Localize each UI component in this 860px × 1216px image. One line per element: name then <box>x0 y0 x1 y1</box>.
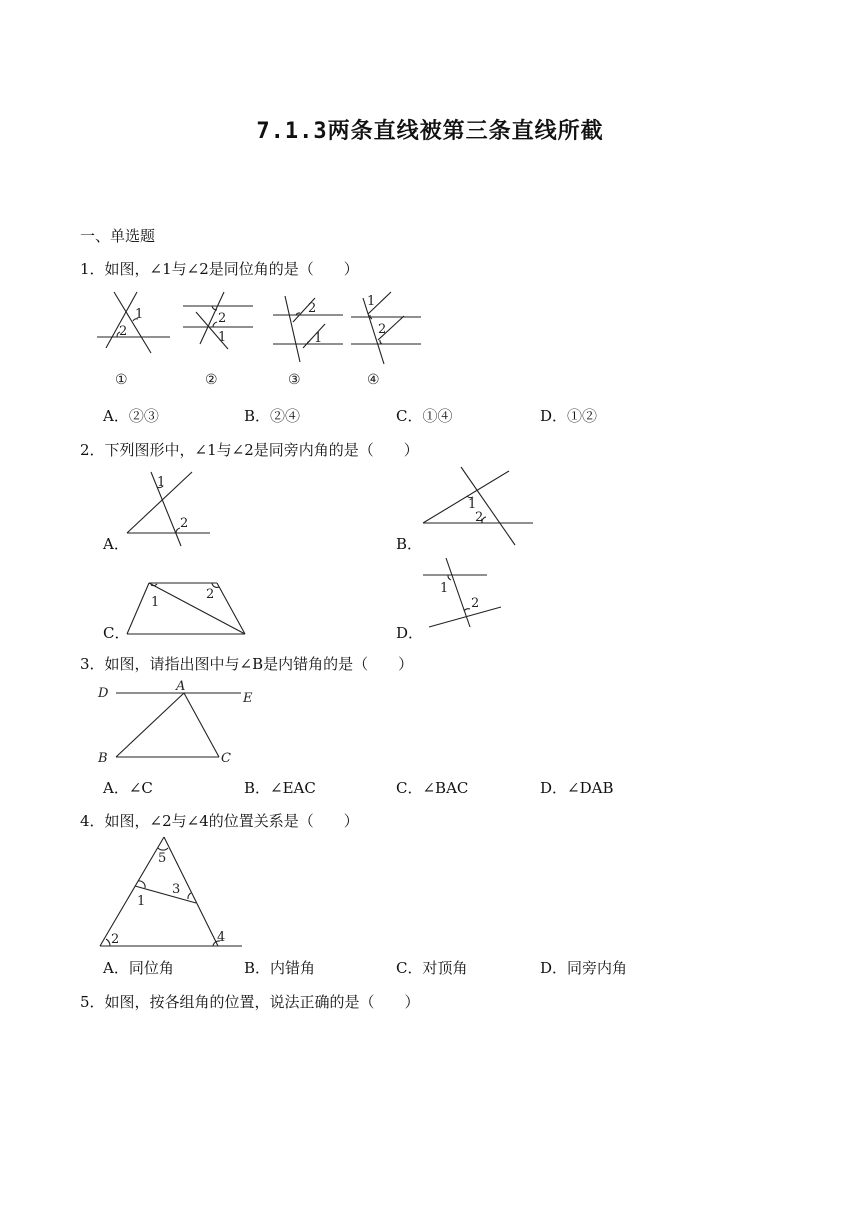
q2b-angle1: 1 <box>468 497 477 512</box>
q1-figure-3 <box>273 296 343 388</box>
q5-stem: 5．如图，按各组角的位置，说法正确的是（ ） <box>80 993 420 1011</box>
q3-point-a: A <box>176 680 186 694</box>
q4-option-c[interactable]: C．对顶角 <box>396 959 468 977</box>
q4-angle2: 2 <box>111 932 120 947</box>
q4-angle4: 4 <box>217 930 226 945</box>
q3-stem: 3．如图，请指出图中与∠B是内错角的是（ ） <box>80 655 414 673</box>
q4-angle5: 5 <box>158 851 167 866</box>
q1-option-d[interactable]: D．①② <box>540 407 598 425</box>
q2c-angle1: 1 <box>151 595 160 610</box>
q4-option-a[interactable]: A．同位角 <box>103 959 174 977</box>
q1-f4-angle1: 1 <box>367 294 376 309</box>
q2-stem: 2．下列图形中，∠1与∠2是同旁内角的是（ ） <box>80 441 419 459</box>
q2-option-d[interactable]: D． <box>396 624 424 642</box>
q2b-angle2: 2 <box>475 510 484 525</box>
q4-stem: 4．如图，∠2与∠4的位置关系是（ ） <box>80 812 359 830</box>
q1-f1-angle1: 1 <box>135 307 144 322</box>
q2-option-a[interactable]: A． <box>103 535 129 553</box>
q3-option-a[interactable]: A．∠C <box>103 779 153 797</box>
q1-f1-label: ① <box>115 372 128 388</box>
q1-option-c[interactable]: C．①④ <box>396 407 453 425</box>
q3-point-e: E <box>243 691 253 706</box>
q1-stem: 1．如图，∠1与∠2是同位角的是（ ） <box>80 260 359 278</box>
q2-figure-a <box>120 470 220 550</box>
q2d-angle1: 1 <box>440 581 449 596</box>
q1-f4-label: ④ <box>367 372 380 388</box>
q2c-angle2: 2 <box>206 587 215 602</box>
q2-option-b[interactable]: B． <box>396 535 423 553</box>
q3-figure <box>92 680 267 768</box>
q2a-angle1: 1 <box>157 475 166 490</box>
q2d-angle2: 2 <box>471 596 480 611</box>
q1-f2-angle1: 1 <box>218 330 227 345</box>
q4-figure <box>92 833 252 953</box>
q4-angle3: 3 <box>172 882 181 897</box>
q1-figures <box>88 286 438 391</box>
q1-f4-angle2: 2 <box>378 322 387 337</box>
q1-figure-4 <box>351 292 421 388</box>
q1-figure-1 <box>97 292 170 388</box>
q3-option-d[interactable]: D．∠DAB <box>540 779 614 797</box>
q1-option-b[interactable]: B．②④ <box>244 407 301 425</box>
q1-f3-angle2: 2 <box>308 301 317 316</box>
q3-option-c[interactable]: C．∠BAC <box>396 779 469 797</box>
q1-f3-label: ③ <box>288 372 301 388</box>
q1-f2-angle2: 2 <box>218 311 227 326</box>
page-title: 7.1.3两条直线被第三条直线所截 <box>256 119 604 144</box>
q2-figure-b <box>415 465 540 550</box>
q2a-angle2: 2 <box>180 516 189 531</box>
q4-angle1: 1 <box>137 894 146 909</box>
section-heading: 一、单选题 <box>80 227 156 245</box>
q1-f3-angle1: 1 <box>314 331 323 346</box>
q2-option-c[interactable]: C． <box>103 624 130 642</box>
q1-option-a[interactable]: A．②③ <box>103 407 159 425</box>
q3-point-b: B <box>98 751 108 766</box>
q3-point-d: D <box>98 686 109 701</box>
q1-f1-angle2: 2 <box>119 324 128 339</box>
q1-figure-2 <box>183 292 253 388</box>
q4-option-d[interactable]: D．同旁内角 <box>540 959 628 977</box>
q3-option-b[interactable]: B．∠EAC <box>244 779 316 797</box>
q4-option-b[interactable]: B．内错角 <box>244 959 316 977</box>
q1-f2-label: ② <box>205 372 218 388</box>
q2-figure-c <box>120 577 255 637</box>
q3-point-c: C <box>221 751 231 766</box>
q2-figure-d <box>418 555 508 630</box>
